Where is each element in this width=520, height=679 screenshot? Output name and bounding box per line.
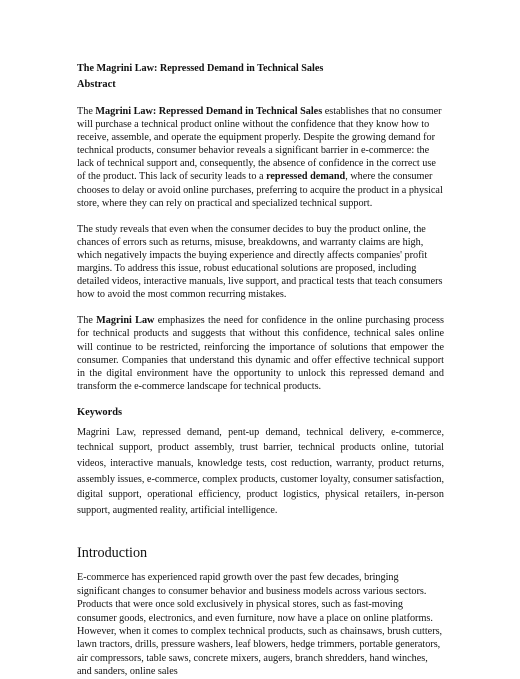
keywords-heading: Keywords xyxy=(77,406,123,418)
bold-magrini-law: Magrini Law xyxy=(96,315,155,327)
document-body xyxy=(77,62,444,679)
introduction-paragraph: E-commerce has experienced rapid growth over the past few decades, bringing significant changes to consumer behavior and business models across various sectors. Products that were once sold exclusively in physical stores, such as fast-moving consumer goods, electronics, and even furniture, now have a place on online platforms. However, when it comes to complex technical products, such as chainsaws, brush cutters, lawn tractors, drills, pressure washers, leaf blowers, hedge trimmers, portable generators, air compressors, table saws, concrete mixers, augers, branch shredders, hand winches, and sanders, online sales xyxy=(77,572,443,678)
bold-law-name: Magrini Law: Repressed Demand in Technical Sales xyxy=(95,106,323,117)
text-run: establishes that no consumer will purchase a technical product online without the confidence that they know how to receive, assemble, and operate the equipment properly. Despite the growing demand for technical products, consumer behavior reveals a significant barrier in e-commerce: the lack of technical support and, consequently, the absence of confidence in the correct use of the product. This lack of security leads to a xyxy=(77,106,442,183)
abstract-paragraph-2: The study reveals that even when the consumer decides to buy the product online, the chances of errors such as returns, misuse, breakdowns, and warranty claims are high, which negatively impacts the buying experience and directly affects companies' profit margins. To address this issue, robust educational solutions are proposed, including detailed videos, interactive manuals, live support, and practical tests that teach consumers how to avoid the most common recurring mistakes. xyxy=(77,223,443,301)
abstract-paragraph-1 xyxy=(77,105,444,210)
text-run: , where the consumer chooses to delay or avoid online purchases, preferring to acquire the product in a physical store, where they can rely on practical and specialized technical support. xyxy=(77,171,443,209)
paper-title: The Magrini Law: Repressed Demand in Technical Sales xyxy=(77,63,324,74)
introduction-heading: Introduction xyxy=(77,545,148,562)
bold-repressed-demand: repressed demand xyxy=(266,171,346,183)
text-run: The xyxy=(77,315,97,327)
text-run: emphasizes the need for confidence in the online purchasing process for technical products and suggests that without this confidence, technical sales online will continue to be restricted, reinforcing the importance of solutions that empower the consumer. Companies that understand this dynamic and offer effective technical support in the digital environment have the opportunity to unlock this repressed demand and transform the e-commerce landscape for technical products. xyxy=(77,315,444,392)
keywords-list: Magrini Law, repressed demand, pent-up demand, technical delivery, e-commerce, technical support, product assembly, trust barrier, technical products online, tutorial videos, interactive manuals, knowledge tests, cost reduction, warranty, product returns, assembly issues, e-commerce, complex products, customer loyalty, consumer satisfaction, digital support, operational efficiency, product logistics, physical retailers, in-person support, augmented reality, artificial intelligence. xyxy=(77,426,444,516)
text-run: The xyxy=(77,106,96,117)
abstract-heading: Abstract xyxy=(77,79,116,90)
abstract-paragraph-3 xyxy=(77,314,444,393)
